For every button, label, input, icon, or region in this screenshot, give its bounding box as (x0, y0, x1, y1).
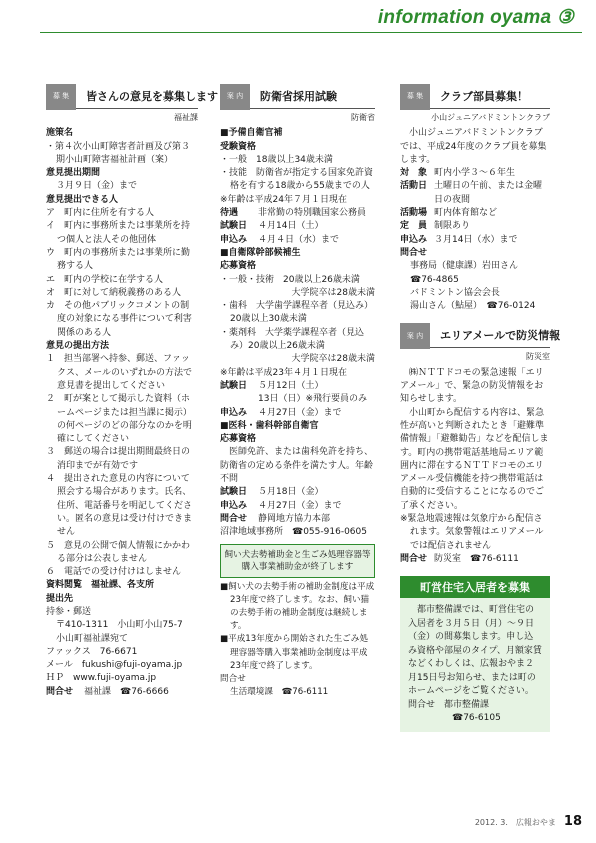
label: 問合せ (400, 553, 428, 564)
category-badge: 案 内 (220, 84, 250, 110)
section-title: クラブ部員募集！ (440, 90, 528, 103)
value: ４月14日（土） (258, 221, 324, 232)
text-line: 沼津地域事務所 ☎055-916-0605 (220, 527, 367, 538)
section-title: 皆さんの意見を募集します (86, 90, 218, 103)
info-row (220, 500, 375, 513)
text-line: ・第４次小山町障害者計画及び第３期小山町障害福祉計画（案） (46, 141, 191, 165)
label: 申込み (220, 500, 248, 511)
notice-box-body (220, 581, 375, 700)
label: 活動場 (400, 208, 428, 219)
text-line: 湯山さん（鮎屋） ☎76-0124 (410, 301, 536, 312)
department: 福祉課 (174, 113, 198, 122)
section-header (400, 327, 561, 348)
column-defense-recruit (220, 88, 375, 699)
text-line: 都市整備課では、町営住宅の入居者を３月５日（月）～９日（金）の間募集します。申し込み資格や部屋のタイプ、月額家賃などくわしくは、広報おやま２月15日号お知らせ、または町のホームページをご覧ください。 (408, 605, 542, 697)
info-row (220, 380, 375, 393)
value: ４月27日（金）まで (258, 407, 342, 418)
value: 非常勤の特別職国家公務員 (258, 208, 367, 219)
text-line: ■予備自衛官補 (220, 128, 283, 139)
text-line: 大学院卒は28歳未満 (291, 287, 375, 298)
category-badge: 募 集 (400, 84, 430, 110)
text-line: イ 町内に事務所または事業所を持つ個人と法人その他団体 (46, 221, 191, 245)
text-line: ア 町内に住所を有する人 (46, 208, 155, 219)
text-line: ■医科・歯科幹部自衛官 (220, 420, 319, 431)
info-row (220, 234, 375, 247)
info-row (220, 407, 375, 420)
text-line: ６ 電話での受け付けはしません (46, 567, 182, 578)
text-line: 問合せ 都市整備課 (408, 699, 490, 710)
value: 町内小学３～６年生 (434, 168, 516, 179)
label: 試験日 (220, 380, 248, 391)
text-line: ・薬剤科 大学薬学課程卒者（見込み）20歳以上26歳未満 (220, 327, 365, 352)
label: 対 象 (400, 168, 428, 179)
label: 問合せ (46, 686, 74, 697)
text-line: ・歯科 大学歯学課程卒者（見込み）20歳以上30歳未満 (220, 301, 374, 325)
text-line: 持参・郵送 (46, 606, 92, 617)
text-line: エ 町内の学校に在学する人 (46, 274, 164, 285)
label: 試験日 (220, 221, 248, 232)
text-line: ２ 町が案として掲示した資料（ホームページまたは担当課に掲示）の何ページのどの部分なのかを明確にしてください (46, 394, 192, 445)
value: ５月12日（土） (258, 380, 324, 391)
text-line: 意見提出期間 (46, 168, 101, 179)
page-number: 18 (563, 814, 582, 829)
text-line: 医師免許、または歯科免許を持ち、防衛省の定める条件を満たす人。年齢不問 (220, 447, 374, 485)
label: 待遇 (220, 208, 239, 219)
text-line: バドミントン協会会長 (410, 287, 500, 298)
text-line: １ 担当部署へ持参、郵送、ファックス、メールのいずれかの方法で意見書を提出してください (46, 354, 193, 391)
text-line: ※緊急地震速報は気象庁から配信されます。気象警報はエリアメールでは配信されません (400, 514, 544, 551)
text-line: 意見提出できる人 (46, 194, 119, 205)
info-row (400, 234, 550, 247)
header-rule (40, 32, 582, 33)
label: 活動日 (400, 181, 428, 192)
text-line: 大学院卒は28歳未満 (291, 354, 375, 365)
department: 小山ジュニアバドミントンクラブ (431, 113, 550, 122)
text-line: ＨＰ www.fuji-oyama.jp (46, 673, 157, 684)
text-line: 問合せ (220, 673, 246, 684)
text-line: ㈱ＮＴＴドコモの緊急速報「エリアメール」で、緊急の防災情報をお知らせします。 (400, 367, 544, 405)
info-row (400, 180, 550, 207)
section-header (46, 88, 218, 109)
value: 静岡地方協力本部 (258, 513, 331, 524)
text-line: 受験資格 (220, 141, 257, 152)
category-badge: 募 集 (46, 84, 76, 110)
text-line: ・一般 18歳以上34歳未満 (220, 154, 333, 165)
info-row (400, 207, 550, 220)
text-line: ■飼い犬の去勢手術の補助金制度は平成23年度で終了します。なお、飼い猫の去勢手術の補助金制度は継続します。 (220, 581, 375, 632)
column-club-and-info (400, 88, 561, 732)
info-row (400, 167, 550, 180)
label: 申込み (220, 407, 248, 418)
text-line: 生活環境課 ☎76-6111 (230, 687, 329, 698)
category-badge: 案 内 (400, 323, 430, 349)
text-line: 意見の提出方法 (46, 341, 110, 352)
info-row (220, 220, 375, 233)
text-line: ５ 意見の公開で個人情報にかかわる部分は公表しません (46, 540, 191, 564)
value: ５月18日（金） (258, 487, 324, 498)
text-line: ・技能 防衛省が指定する国家免許資格を有する18歳から55歳までの人 (220, 168, 374, 192)
notice-box-title: 飼い犬去勢補助金と生ごみ処理容器等購入事業補助金が終了します (220, 544, 375, 578)
text-line: 13日（日）※飛行要員のみ (258, 394, 367, 405)
label: 申込み (400, 234, 428, 245)
text-line: カ その他パブリックコメントの制度の対象になる事件について利害関係のある人 (46, 301, 192, 338)
footer-date: 2012. 3. 広報おやま (474, 818, 556, 827)
text-line: オ 町に対して納税義務のある人 (46, 287, 182, 298)
label: 申込み (220, 234, 248, 245)
housing-section-body (400, 598, 550, 732)
text-line: 資料閲覧 福祉課、各支所 (46, 580, 155, 591)
text-line: ３月９日（金）まで (56, 181, 138, 192)
value: ３月14日（水）まで (434, 234, 518, 245)
page-footer (475, 814, 582, 829)
text-line: ウ 町内の事務所または事業所に勤務する人 (46, 247, 191, 272)
page-header-title: information oyama ③ (377, 7, 574, 28)
text-line: ☎76-4865 (410, 274, 459, 285)
text-line: 応募資格 (220, 434, 257, 445)
text-line: 〒410-1311 小山町小山75-7 (56, 620, 183, 631)
value: 土曜日の午前、または金曜日の夜間 (434, 181, 543, 205)
label: 定 員 (400, 221, 428, 232)
section-header (220, 88, 375, 109)
value: ４月27日（金）まで (258, 500, 342, 511)
info-row (220, 207, 375, 220)
text-line: ※年齢は平成24年７月１日現在 (220, 194, 347, 205)
text-line: 事務局（健康課）岩田さん (410, 261, 519, 272)
value: ４月４日（水）まで (258, 234, 340, 245)
text-line: メール fukushi@fuji-oyama.jp (46, 660, 183, 671)
column-public-comment (46, 88, 218, 699)
label: 問合せ (220, 513, 248, 524)
text-line: ※年齢は平成23年４月１日現在 (220, 367, 347, 378)
label: 試験日 (220, 487, 248, 498)
text-line: ・一般・技術 20歳以上26歳未満 (220, 274, 360, 285)
info-row (220, 486, 375, 499)
department: 防衛省 (351, 113, 375, 122)
text-line: ■平成13年度から開始された生ごみ処理容器等購入事業補助金制度は平成23年度で終了します。 (220, 634, 368, 671)
text-line: 応募資格 (220, 261, 257, 272)
text-line: ☎76-6105 (452, 713, 501, 724)
text-line: 問合せ (400, 247, 428, 258)
value: 福祉課 ☎76-6666 (84, 686, 169, 697)
value: 町内体育館など (434, 208, 498, 219)
text-line: 施策名 (46, 128, 74, 139)
text-line: ３ 郵送の場合は提出期間最終日の消印までが有効です (46, 447, 191, 471)
info-row (400, 553, 550, 566)
contact-row (46, 686, 198, 699)
section-title: 防衛省採用試験 (260, 90, 337, 103)
text-line: 小山ジュニアバドミントンクラブでは、平成24年度のクラブ員を募集します。 (400, 128, 547, 165)
info-row (220, 513, 375, 526)
text-line: 小山町福祉課宛て (56, 633, 129, 644)
section-title: エリアメールで防災情報 (440, 329, 561, 343)
text-line: ■自衛隊幹部候補生 (220, 247, 301, 258)
section-header (400, 88, 550, 109)
department: 防災室 (526, 352, 550, 362)
info-row (400, 220, 550, 233)
text-line: 小山町から配信する内容は、緊急性が高いと判断されたとき「避難準備情報」「避難勧告」などを配信します。町内の携帯電話基地局エリア範囲内に滞在するＮＴＴドコモのエリアメール受信機能を持つ携帯電話は自動的に受信することになるのでご了承ください。 (400, 407, 549, 511)
text-line: 提出先 (46, 593, 74, 604)
value: 防災室 ☎76-6111 (434, 553, 519, 564)
text-line: ４ 提出された意見の内容について照会する場合があります。氏名、住所、電話番号を明記してください。匿名の意見は受け付けできません (46, 474, 193, 538)
text-line: ファックス 76-6671 (46, 646, 138, 657)
value: 制限あり (434, 221, 471, 232)
housing-section-title: 町営住宅入居者を募集 (400, 576, 550, 598)
